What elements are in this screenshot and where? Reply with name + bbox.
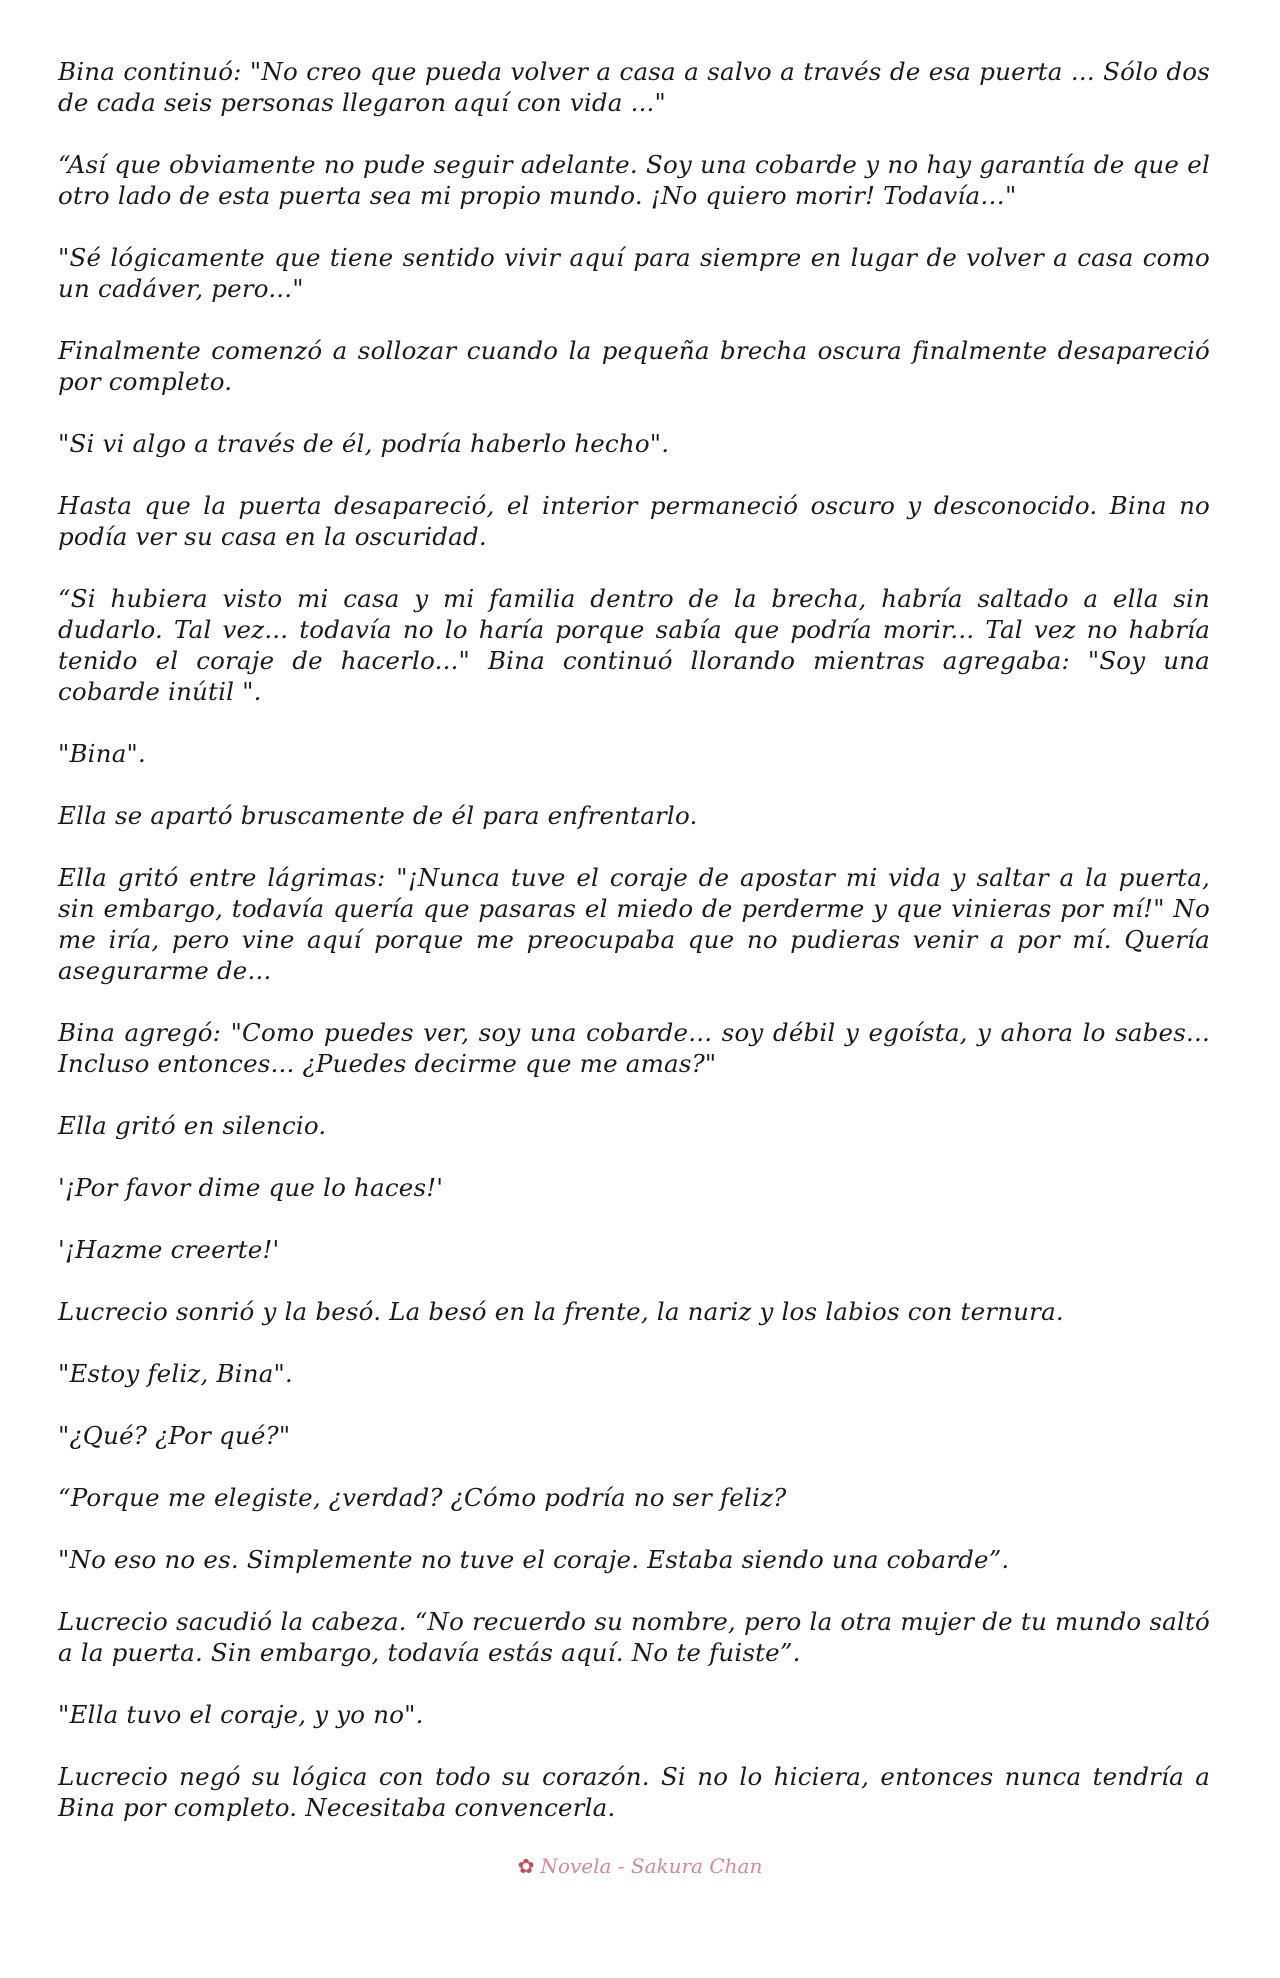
paragraph: "Ella tuvo el coraje, y yo no". — [58, 1700, 424, 1729]
paragraph: Ella se apartó bruscamente de él para enfrentarlo. — [58, 801, 698, 830]
paragraph: "Estoy feliz, Bina". — [58, 1359, 293, 1388]
watermark — [0, 1854, 1280, 1878]
paragraph: “Si hubiera visto mi casa y mi familia dentro de la brecha, habría saltado a ella sin dudarlo. Tal vez... todavía no lo haría porque sabía que podría morir... Tal vez no habría tenido el coraje de hacerlo..." Bina continuó llorando mientras agregaba: "Soy una cobarde inútil ". — [58, 584, 1210, 706]
sakura-blossom-icon: ✿ — [517, 1854, 535, 1878]
paragraph: Finalmente comenzó a sollozar cuando la pequeña brecha oscura finalmente desapareció por completo. — [58, 336, 1210, 396]
paragraph: Ella gritó en silencio. — [58, 1111, 327, 1140]
paragraph: “Porque me elegiste, ¿verdad? ¿Cómo podría no ser feliz? — [58, 1483, 787, 1512]
paragraph: Lucrecio negó su lógica con todo su corazón. Si no lo hiciera, entonces nunca tendría a Bina por completo. Necesitaba convencerla. — [58, 1762, 1210, 1822]
paragraph: Bina continuó: "No creo que pueda volver a casa a salvo a través de esa puerta ... Sólo dos de cada seis personas llegaron aquí con vida ..." — [58, 57, 1210, 117]
watermark-text: Novela - Sakura Chan — [540, 1854, 763, 1878]
paragraph: Hasta que la puerta desapareció, el interior permaneció oscuro y desconocido. Bina no podía ver su casa en la oscuridad. — [58, 491, 1210, 551]
paragraph: Lucrecio sonrió y la besó. La besó en la frente, la nariz y los labios con ternura. — [58, 1297, 1064, 1326]
paragraph: '¡Hazme creerte!' — [58, 1235, 280, 1264]
paragraph: “Así que obviamente no pude seguir adelante. Soy una cobarde y no hay garantía de que el otro lado de esta puerta sea mi propio mundo. ¡No quiero morir! Todavía…" — [58, 150, 1210, 210]
paragraph: "Sé lógicamente que tiene sentido vivir aquí para siempre en lugar de volver a casa como un cadáver, pero..." — [58, 243, 1210, 303]
paragraph: Bina agregó: "Como puedes ver, soy una cobarde... soy débil y egoísta, y ahora lo sabes... Incluso entonces... ¿Puedes decirme que me amas?" — [58, 1018, 1210, 1078]
paragraph: '¡Por favor dime que lo haces!' — [58, 1173, 444, 1202]
paragraph: Ella gritó entre lágrimas: "¡Nunca tuve el coraje de apostar mi vida y saltar a la puerta, sin embargo, todavía quería que pasaras el miedo de perderme y que vinieras por mí!" No me iría, pero vine aquí porque me preocupaba que no pudieras venir a por mí. Quería asegurarme de... — [58, 863, 1210, 985]
paragraph: "¿Qué? ¿Por qué?" — [58, 1421, 291, 1450]
paragraph: "No eso no es. Simplemente no tuve el coraje. Estaba siendo una cobarde”. — [58, 1545, 1010, 1574]
document-body — [58, 56, 1210, 1854]
paragraph: "Bina". — [58, 739, 146, 768]
paragraph: "Si vi algo a través de él, podría haberlo hecho". — [58, 429, 670, 458]
paragraph: Lucrecio sacudió la cabeza. “No recuerdo su nombre, pero la otra mujer de tu mundo saltó a la puerta. Sin embargo, todavía estás aquí. No te fuiste”. — [58, 1607, 1210, 1667]
